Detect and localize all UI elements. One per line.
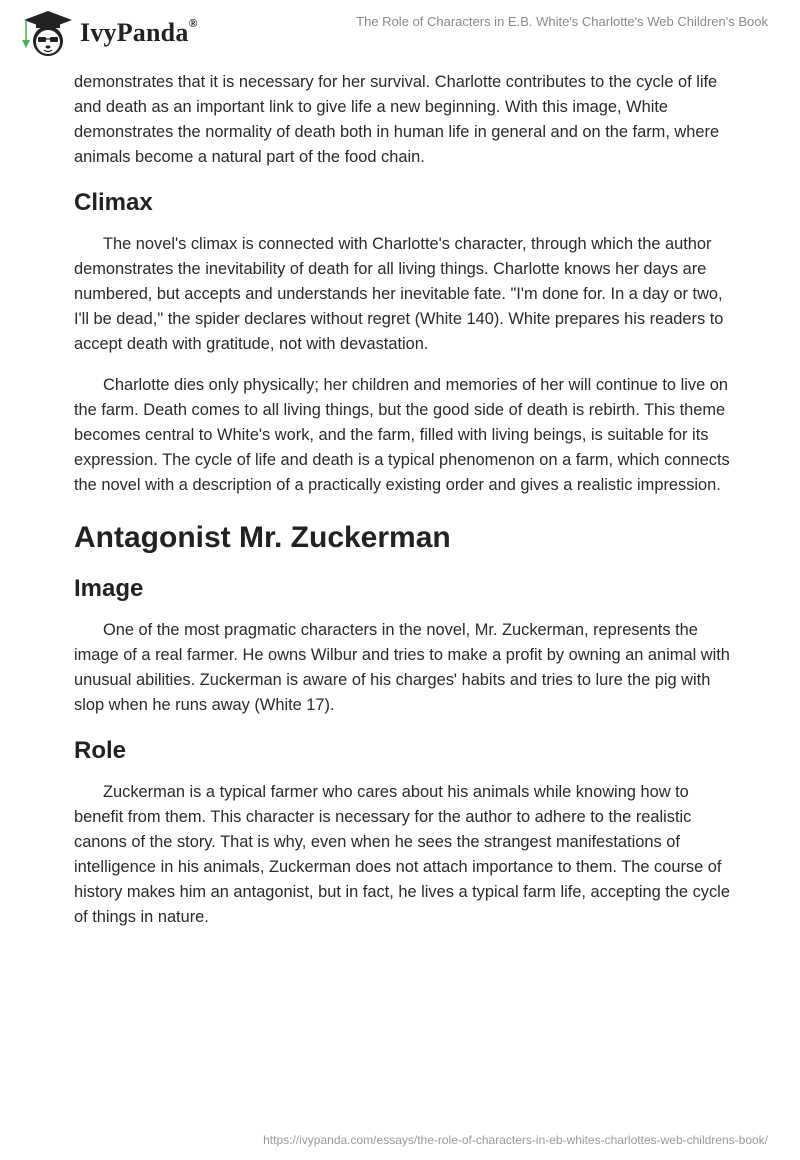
document-title: The Role of Characters in E.B. White's Charlotte's Web Children's Book — [356, 14, 768, 29]
subsection-heading-image: Image — [74, 575, 144, 602]
section-heading-antagonist: Antagonist Mr. Zuckerman — [74, 521, 451, 554]
page-header — [0, 0, 800, 60]
image-paragraph: One of the most pragmatic characters in the novel, Mr. Zuckerman, represents the image of a real farmer. He owns Wilbur and tries to make a profit by owning an animal with unusual abilities. Zuckerman is aware of his charges' habits and tries to lure the pig with slop when he runs away (White 17). — [74, 621, 730, 714]
brand-name: IvyPanda® — [80, 16, 198, 47]
climax-paragraph-1: The novel's climax is connected with Charlotte's character, through which the author demonstrates the inevitability of death for all living things. Charlotte knows her days are numbered, but accepts and understands her inevitable fate. "I'm done for. In a day or two, I'll be dead," the spider declares without regret (White 140). White prepares his readers to accept death with gratitude, not with devastation. — [74, 235, 724, 353]
subsection-heading-role: Role — [74, 737, 127, 764]
source-url[interactable]: https://ivypanda.com/essays/the-role-of-characters-in-eb-whites-charlottes-web-childrens-book/ — [263, 1133, 768, 1147]
ivypanda-logo[interactable] — [18, 8, 198, 58]
registered-mark: ® — [188, 16, 198, 30]
essay-body — [74, 70, 734, 946]
intro-paragraph: demonstrates that it is necessary for her survival. Charlotte contributes to the cycle of life and death as an important link to give life a new beginning. With this image, White demonstrates the normality of death both in human life in general and on the farm, where animals become a natural part of the food chain. — [74, 73, 720, 166]
climax-paragraph-2: Charlotte dies only physically; her children and memories of her will continue to live on the farm. Death comes to all living things, but the good side of death is rebirth. This theme becomes central to White's work, and the farm, filled with living beings, is suitable for its expression. The cycle of life and death is a typical phenomenon on a farm, which connects the novel with a description of a practically existing order and gives a realistic impression. — [74, 376, 730, 494]
section-heading-climax: Climax — [74, 189, 153, 216]
panda-graduate-icon — [18, 8, 76, 58]
role-paragraph: Zuckerman is a typical farmer who cares about his animals while knowing how to benefit from them. This character is necessary for the author to adhere to the realistic canons of the story. That is why, even when he sees the strangest manifestations of intelligence in his animals, Zuckerman does not attach importance to them. The course of history makes him an antagonist, but in fact, he lives a typical farm life, accepting the cycle of things in nature. — [74, 783, 730, 926]
